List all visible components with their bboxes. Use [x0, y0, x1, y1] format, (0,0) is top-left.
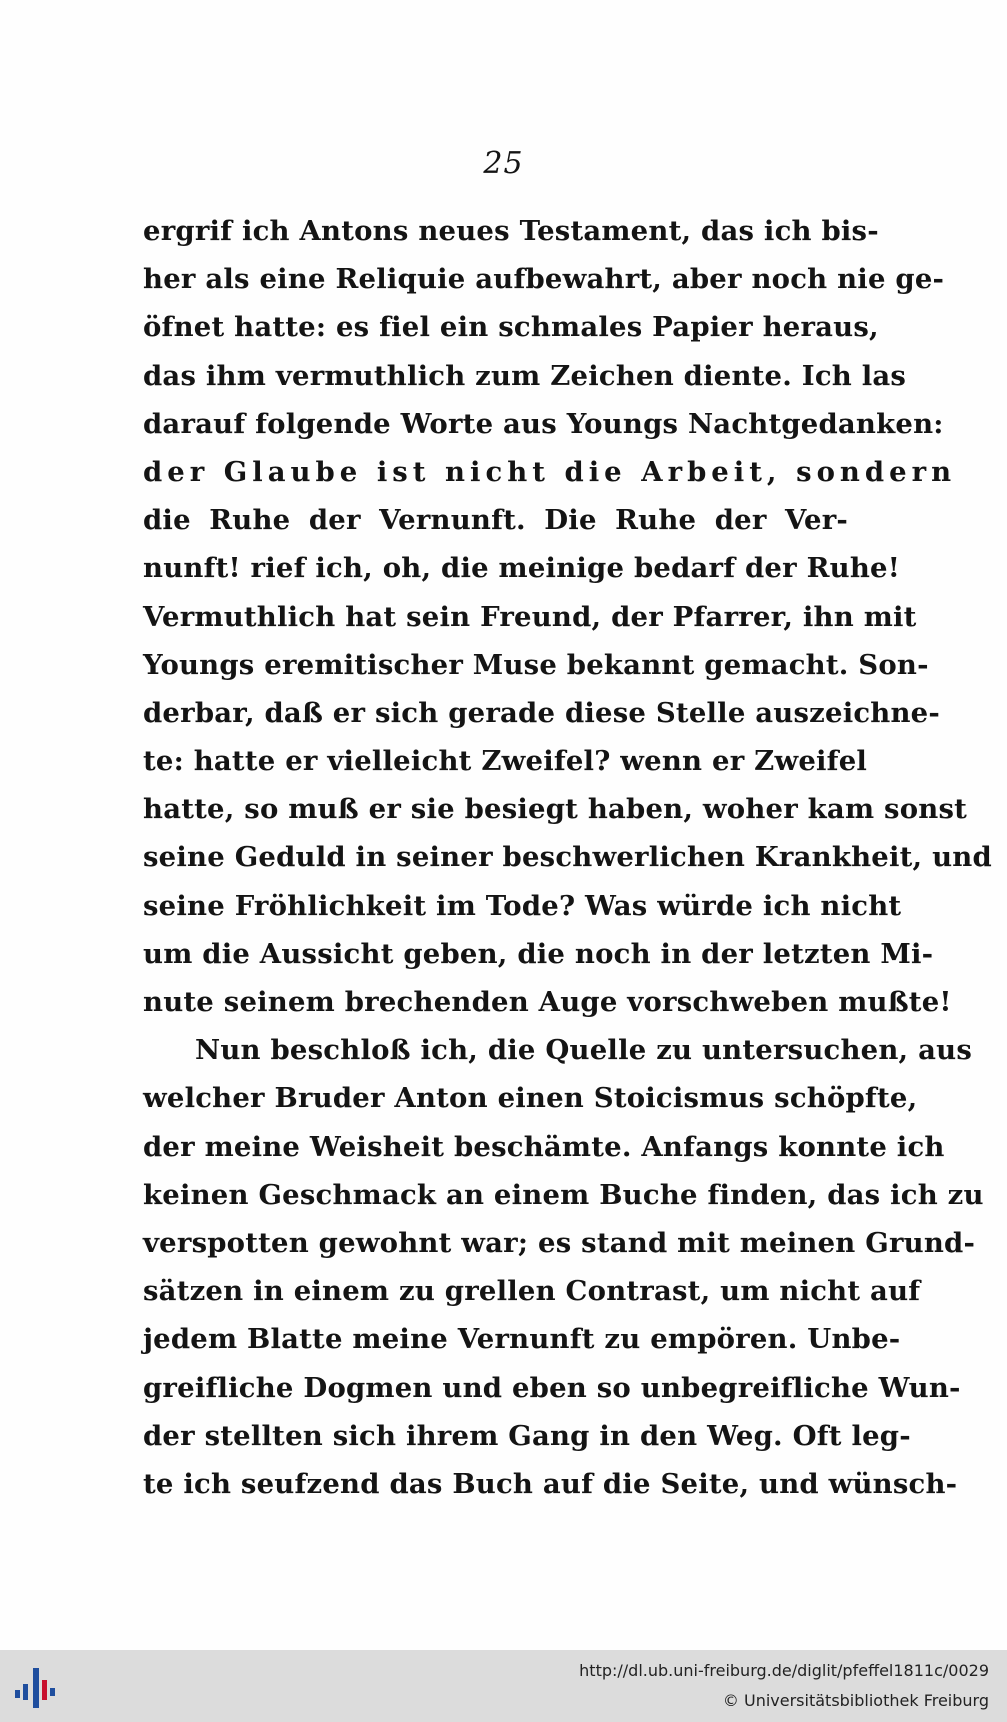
text-line: der stellten sich ihrem Gang in den Weg. Oft leg- [143, 1419, 911, 1452]
body-text [143, 207, 992, 1508]
text-line: Youngs eremitischer Muse bekannt gemacht. Son- [143, 648, 929, 681]
text-line: seine Geduld in seiner beschwerlichen Krankheit, und [143, 841, 992, 874]
text-line: seine Fröhlichkeit im Tode? Was würde ich nicht [143, 889, 902, 922]
page-number: 25 [483, 146, 524, 181]
text-line: nute seinem brechenden Auge vorschweben mußte! [143, 986, 952, 1018]
text-line: greifliche Dogmen und eben so unbegreifliche Wun- [143, 1371, 961, 1404]
text-line: um die Aussicht geben, die noch in der letzten Mi- [143, 937, 934, 970]
text-line: Nun beschloß ich, die Quelle zu untersuchen, aus [195, 1034, 972, 1067]
text-line: sätzen in einem zu grellen Contrast, um nicht auf [143, 1275, 921, 1308]
ub-freiburg-logo-icon[interactable] [12, 1662, 62, 1712]
text-line: ergrif ich Antons neues Testament, das ich bis- [143, 215, 879, 247]
text-line: keinen Geschmack an einem Buche finden, das ich zu [143, 1178, 984, 1211]
text-line: verspotten gewohnt war; es stand mit meinen Grund- [143, 1226, 976, 1259]
text-line: welcher Bruder Anton einen Stoicismus schöpfte, [143, 1082, 918, 1115]
text-line: der Glaube ist nicht die Arbeit, sondern [143, 455, 957, 488]
text-line: derbar, daß er sich gerade diese Stelle auszeichne- [143, 696, 940, 729]
viewer-footer [0, 1650, 1007, 1722]
text-line: te ich seufzend das Buch auf die Seite, und wünsch- [143, 1467, 958, 1500]
source-url-link[interactable]: http://dl.ub.uni-freiburg.de/diglit/pfeffel1811c/0029 [579, 1661, 989, 1680]
text-line: der meine Weisheit beschämte. Anfangs konnte ich [143, 1130, 945, 1163]
text-line: her als eine Reliquie aufbewahrt, aber noch nie ge- [143, 263, 945, 296]
text-line: te: hatte er vielleicht Zweifel? wenn er Zweifel [143, 745, 868, 778]
text-line: die Ruhe der Vernunft. Die Ruhe der Ver- [143, 504, 848, 537]
copyright-notice: © Universitätsbibliothek Freiburg [722, 1691, 989, 1710]
text-line: nunft! rief ich, oh, die meinige bedarf der Ruhe! [143, 552, 900, 585]
text-line: öfnet hatte: es fiel ein schmales Papier heraus, [143, 311, 879, 344]
text-line: das ihm vermuthlich zum Zeichen diente. Ich las [143, 359, 907, 392]
text-line: Vermuthlich hat sein Freund, der Pfarrer, ihn mit [143, 600, 917, 633]
text-line: darauf folgende Worte aus Youngs Nachtgedanken: [143, 407, 944, 440]
text-line: hatte, so muß er sie besiegt haben, woher kam sonst [143, 793, 968, 826]
text-line: jedem Blatte meine Vernunft zu empören. Unbe- [143, 1323, 901, 1356]
